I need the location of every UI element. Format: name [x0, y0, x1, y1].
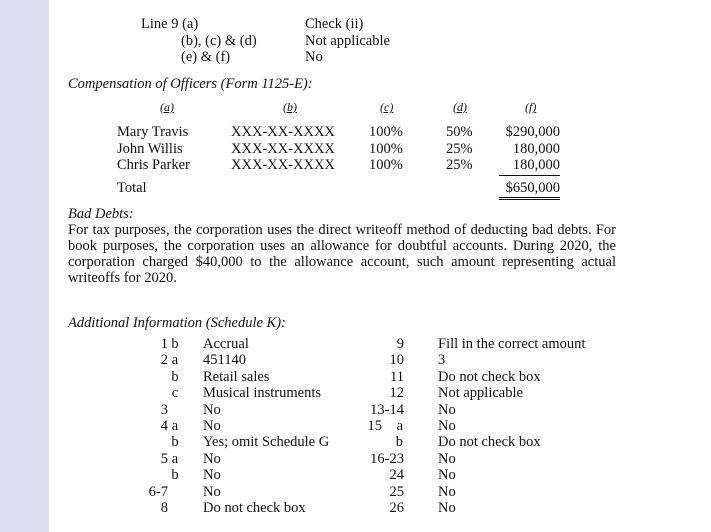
schedule-k-answer: No	[438, 467, 456, 483]
schedule-k-answer: Musical instruments	[203, 385, 322, 401]
schedule-k-line-letter: a	[396, 418, 403, 434]
officer-ssn: XXX-XX-XXXX	[231, 157, 335, 173]
schedule-k-line-number: 15	[367, 418, 382, 434]
schedule-k-line-number: 25	[389, 484, 404, 500]
schedule-k-answer: No	[203, 451, 221, 467]
left-sidebar-band	[0, 0, 49, 532]
schedule-k-line-number: 2	[160, 352, 168, 368]
officer-compensation: 180,000	[512, 141, 560, 157]
officers-header-c: (c)	[380, 100, 394, 114]
officer-ssn: XXX-XX-XXXX	[231, 124, 335, 140]
schedule-k-title: Additional Information (Schedule K):	[68, 315, 286, 331]
total-double-rule-2	[499, 199, 560, 200]
schedule-k-answer: No	[438, 418, 456, 434]
schedule-k-answer: Yes; omit Schedule G	[203, 434, 330, 450]
schedule-k-line-letter: a	[171, 352, 179, 368]
officers-header-d: (d)	[453, 100, 467, 114]
bad-debts-title: Bad Debts:	[68, 206, 134, 222]
schedule-k-answer: No	[203, 418, 221, 434]
officers-header-f: (f)	[525, 100, 537, 114]
schedule-k-line-number: 11	[390, 369, 404, 385]
schedule-k-line-letter: b	[171, 434, 179, 450]
schedule-k-answer: No	[438, 402, 456, 418]
schedule-k-answer: No	[203, 484, 221, 500]
schedule-k-line-number: 1	[160, 336, 168, 352]
officer-compensation: $290,000	[505, 124, 560, 140]
schedule-k-answer: 451140	[203, 352, 246, 368]
officer-name: John Willis	[117, 141, 183, 157]
schedule-k-answer: No	[203, 467, 221, 483]
total-label: Total	[117, 180, 147, 196]
schedule-k-line-number: 6-7	[148, 484, 168, 500]
schedule-k-line-number: 8	[160, 500, 168, 516]
schedule-k-line-number: 13-14	[370, 402, 404, 418]
officer-compensation: 180,000	[512, 157, 560, 173]
officer-stock-pct: 25%	[446, 157, 473, 173]
line9-label: Line 9 (a)	[141, 16, 199, 32]
schedule-k-line-letter: b	[395, 434, 403, 450]
schedule-k-answer: No	[438, 500, 456, 516]
line9-e-label: (e) & (f)	[181, 49, 231, 65]
schedule-k-line-letter: b	[171, 369, 179, 385]
schedule-k-answer: No	[438, 451, 456, 467]
schedule-k-line-letter: b	[171, 336, 179, 352]
schedule-k-line-number: 16-23	[370, 451, 404, 467]
schedule-k-answer: 3	[438, 352, 446, 368]
schedule-k-line-number: 4	[160, 418, 168, 434]
officers-header-a: (a)	[160, 100, 174, 114]
subtotal-rule	[499, 175, 560, 176]
officer-time-pct: 100%	[369, 124, 403, 140]
schedule-k-line-letter: a	[171, 451, 179, 467]
schedule-k-line-letter: b	[171, 467, 179, 483]
officer-stock-pct: 25%	[446, 141, 473, 157]
officer-time-pct: 100%	[369, 157, 403, 173]
officer-name: Mary Travis	[117, 124, 189, 140]
schedule-k-line-number: 26	[389, 500, 404, 516]
schedule-k-line-number: 3	[160, 402, 168, 418]
line9-b-label: (b), (c) & (d)	[181, 33, 257, 49]
schedule-k-answer: Not applicable	[438, 385, 523, 401]
schedule-k-answer: Fill in the correct amount	[438, 336, 586, 352]
officer-name: Chris Parker	[117, 157, 190, 173]
schedule-k-answer: No	[203, 402, 221, 418]
schedule-k-line-number: 10	[389, 352, 404, 368]
schedule-k-answer: Do not check box	[203, 500, 306, 516]
schedule-k-line-letter: c	[171, 385, 179, 401]
officer-time-pct: 100%	[369, 141, 403, 157]
schedule-k-line-number: 12	[389, 385, 404, 401]
schedule-k-answer: No	[438, 484, 456, 500]
check-label: Check (ii)	[305, 16, 364, 32]
schedule-k-answer: Do not check box	[438, 369, 541, 385]
bad-debts-paragraph: For tax purposes, the corporation uses the direct writeoff method of deducting bad debts. For book purposes, the corporation uses an allowance for doubtful accounts. During 2020, the corporation charged $40,000 to the allowance account, such amount representing actual writeoffs for 2020.	[68, 222, 616, 286]
no-value: No	[305, 49, 323, 65]
officers-header-b: (b)	[283, 100, 297, 114]
schedule-k-line-number: 9	[396, 336, 404, 352]
officer-stock-pct: 50%	[446, 124, 473, 140]
schedule-k-answer: Retail sales	[203, 369, 270, 385]
officer-ssn: XXX-XX-XXXX	[231, 141, 335, 157]
schedule-k-line-number: 5	[160, 451, 168, 467]
schedule-k-answer: Accrual	[203, 336, 249, 352]
schedule-k-answer: Do not check box	[438, 434, 541, 450]
total-amount: $650,000	[505, 180, 560, 196]
schedule-k-line-letter: a	[171, 418, 179, 434]
schedule-k-line-number: 24	[389, 467, 404, 483]
officers-title: Compensation of Officers (Form 1125-E):	[68, 76, 313, 92]
total-double-rule-1	[499, 197, 560, 198]
not-applicable-value: Not applicable	[305, 33, 390, 49]
